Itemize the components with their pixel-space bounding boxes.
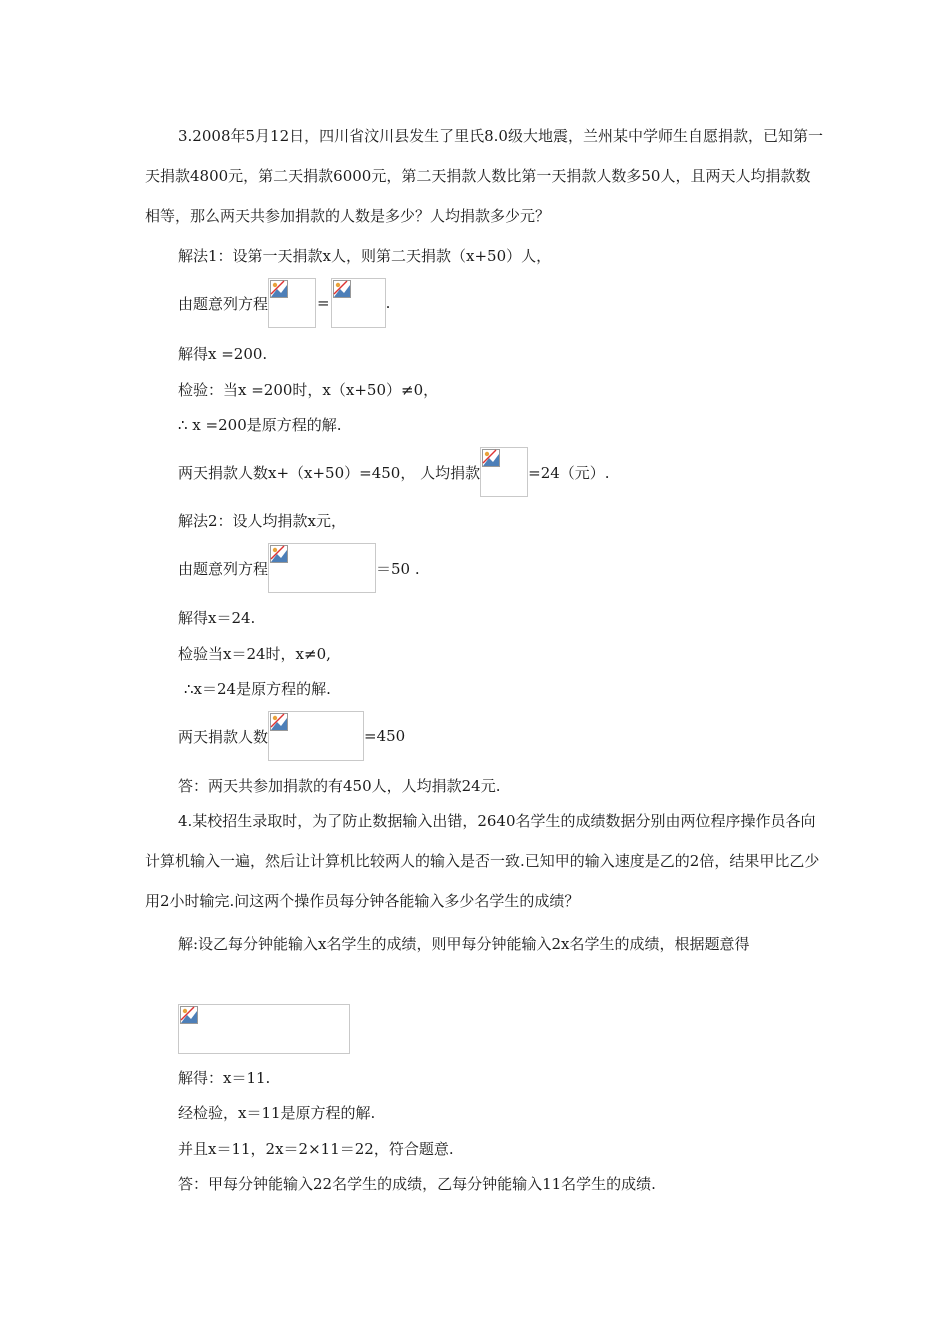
broken-image-icon [270,280,288,298]
method-1-therefore: ∴ x =200是原方程的解. [178,415,342,434]
total-suffix: =24（元）. [528,463,610,482]
total-prefix: 两天捐款人数 [178,727,269,746]
method-2-check: 检验当x＝24时，x≠0, [178,644,331,663]
fraction-image-equation-3 [178,1004,350,1054]
equals-sign: = [317,294,330,312]
fraction-image-4800-over-x [268,278,316,328]
broken-image-icon [270,713,288,731]
method-2-solve: 解得x＝24. [178,608,256,627]
equation-prefix: 由题意列方程 [178,294,269,313]
broken-image-icon [270,545,288,563]
method-1-equation [178,278,390,328]
broken-image-icon [333,280,351,298]
method-1-total [178,447,610,497]
problem-4-equation [178,1004,350,1054]
problem-3-answer: 答：两天共参加捐款的有450人，人均捐款24元. [178,776,501,795]
broken-image-icon [482,449,500,467]
equation-end: . [385,294,391,312]
total-prefix: 两天捐款人数x+（x+50）=450， 人均捐款 [178,463,481,482]
method-2-setup: 解法2：设人均捐款x元， [178,511,347,530]
method-1-setup: 解法1：设第一天捐款x人，则第二天捐款（x+50）人， [178,246,552,265]
problem-3-statement: 3.2008年5月12日，四川省汶川县发生了里氏8.0级大地震，兰州某中学师生自愿捐款，已知第一天捐款4800元，第二天捐款6000元，第二天捐款人数比第一天捐款人数多50人，且两天人均捐款数相等，那么两天共参加捐款的人数是多少？人均捐款多少元？ [145,127,823,225]
method-2-total [178,711,405,761]
fraction-image-10800-over-450 [480,447,528,497]
equation-suffix: ＝50 . [376,559,420,578]
fraction-image-6000-over-x-plus-50 [331,278,386,328]
total-suffix: =450 [364,727,406,745]
method-1-solve: 解得x =200. [178,344,268,363]
problem-4-statement: 4.某校招生录取时，为了防止数据输入出错，2640名学生的成绩数据分别由两位程序操作员各向计算机输入一遍，然后让计算机比较两人的输入是否一致.已知甲的输入速度是乙的2倍，结果甲比乙少用2小时输完.问这两个操作员每分钟各能输入多少名学生的成绩？ [145,812,820,910]
method-2-equation [178,543,420,593]
problem-4-solve: 解得：x＝11. [178,1068,271,1087]
broken-image-icon [180,1006,198,1024]
method-2-therefore: ∴x＝24是原方程的解. [184,679,331,698]
problem-4-also: 并且x＝11，2x＝2×11＝22，符合题意. [178,1139,454,1158]
method-1-check: 检验：当x =200时，x（x+50）≠0， [178,380,439,399]
fraction-image-total-2 [268,711,364,761]
equation-prefix: 由题意列方程 [178,559,269,578]
problem-4-check: 经检验，x＝11是原方程的解. [178,1103,376,1122]
fraction-image-equation-2 [268,543,376,593]
problem-4-solution-intro: 解:设乙每分钟能输入x名学生的成绩，则甲每分钟能输入2x名学生的成绩，根据题意得 [178,935,750,953]
problem-4-answer: 答：甲每分钟能输入22名学生的成绩，乙每分钟能输入11名学生的成绩. [178,1174,656,1193]
